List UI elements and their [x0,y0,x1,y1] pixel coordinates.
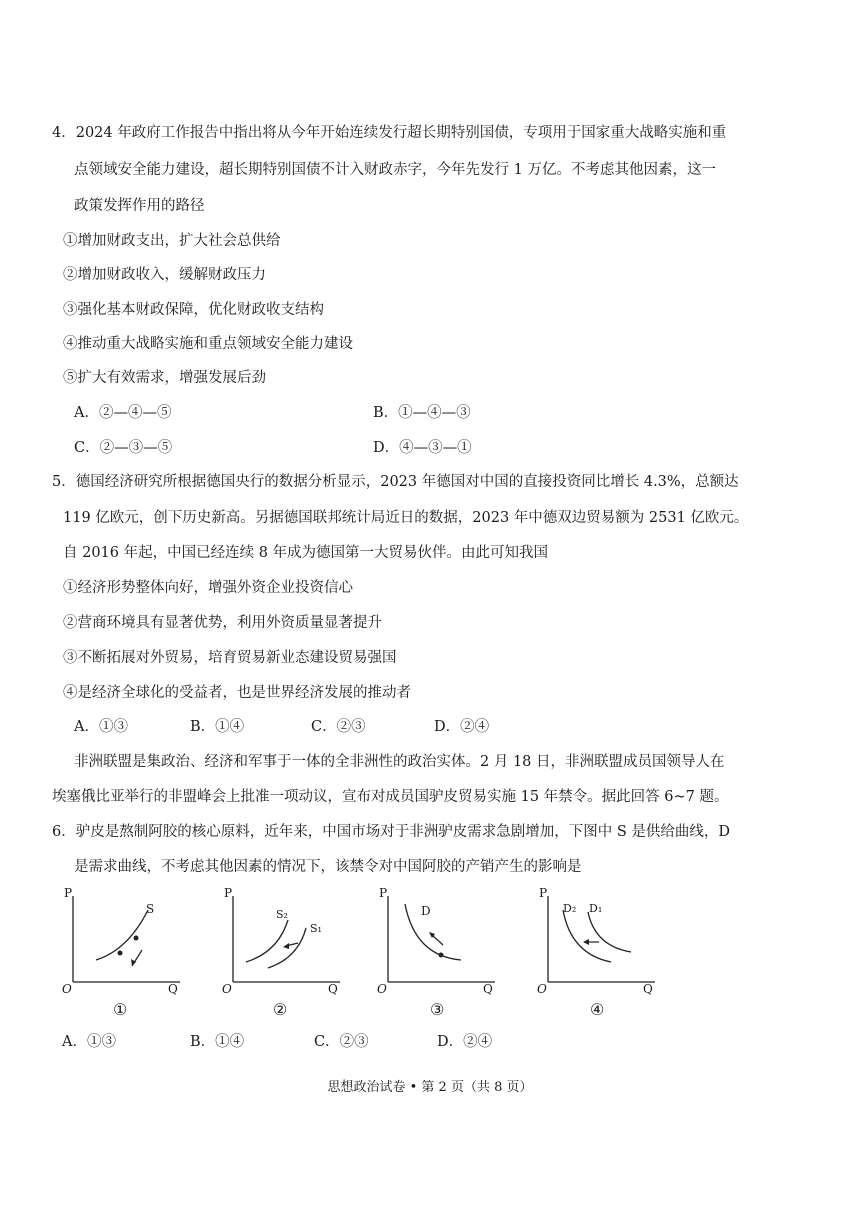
graph-1-p-label: P [64,886,73,900]
graph-3-svg [373,890,503,995]
q5-line-3: 自 2016 年起，中国已经连续 8 年成为德国第一大贸易伙伴。由此可知我国 [63,545,549,561]
q4-item-2: ②增加财政收入，缓解财政压力 [63,267,266,283]
graph-2-p-label: P [224,886,233,900]
q4-option-d[interactable]: D．④—③—① [373,440,472,456]
graph-2-supply-curve-2 [246,920,288,962]
graph-3-d-label: D [421,904,431,918]
graph-3 [373,886,503,1019]
q6-option-a[interactable]: A．①③ [62,1034,116,1050]
graph-3-demand-curve [405,904,461,960]
graph-4-demand-curve-2 [563,910,611,962]
q4-item-3: ③强化基本财政保障，优化财政收支结构 [63,302,324,318]
material-line-1: 非洲联盟是集政治、经济和军事于一体的全非洲性的政治实体。2 月 18 日，非洲联盟成员国领导人在 [74,754,725,770]
q5-item-2: ②营商环境具有显著优势，利用外资质量显著提升 [63,615,382,631]
graph-3-point-b [439,953,444,958]
graph-1 [58,886,188,1019]
q5-item-4: ④是经济全球化的受益者，也是世界经济发展的推动者 [63,685,411,701]
graph-1-point-low [118,951,123,956]
q6-line-2: 是需求曲线，不考虑其他因素的情况下，该禁令对中国阿胶的产销产生的影响是 [74,859,582,875]
q4-item-4: ④推动重大战略实施和重点领域安全能力建设 [63,336,353,352]
graph-3-number: ③ [430,1000,445,1019]
graph-2 [218,886,348,1019]
page-footer: 思想政治试卷 • 第 2 页（共 8 页） [327,1080,533,1095]
q5-item-1: ①经济形势整体向好，增强外资企业投资信心 [63,580,353,596]
graph-2-origin-label: O [222,982,232,996]
q4-option-b[interactable]: B．①—④—③ [373,405,471,421]
graph-2-svg [218,890,348,995]
q5-line-2: 119 亿欧元，创下历史新高。另据德国联邦统计局近日的数据，2023 年中德双边贸易额为 2531 亿欧元。 [63,510,749,526]
graph-4-number: ④ [590,1000,605,1019]
q4-line-3: 政策发挥作用的路径 [74,198,205,214]
graph-4-origin-label: O [537,982,547,996]
graph-4-d2-label: D₂ [563,902,577,915]
graph-1-s-label: S [146,902,155,916]
q5-item-3: ③不断拓展对外贸易，培育贸易新业态建设贸易强国 [63,650,397,666]
graph-3-p-label: P [379,886,388,900]
q4-item-5: ⑤扩大有效需求，增强发展后劲 [63,370,266,386]
q4-option-a[interactable]: A．②—④—⑤ [74,405,172,421]
q6-option-d[interactable]: D．②④ [437,1034,493,1050]
graph-4-d1-label: D₁ [589,902,603,915]
q4-option-c[interactable]: C．②—③—⑤ [74,440,173,456]
q5-option-a[interactable]: A．①③ [74,719,128,735]
graph-1-point-high [134,936,139,941]
graph-2-number: ② [273,1000,288,1019]
graph-2-s1-label: S₁ [310,922,322,935]
graph-4-demand-curve-1 [588,912,631,952]
q5-option-c[interactable]: C．②③ [311,719,366,735]
q5-option-b[interactable]: B．①④ [190,719,245,735]
q4-line-1: 4．2024 年政府工作报告中指出将从今年开始连续发行超长期特别国债，专项用于国家重大战略实施和重 [52,125,727,141]
graph-2-s2-label: S₂ [276,908,288,921]
q4-line-2: 点领域安全能力建设，超长期特别国债不计入财政赤字，今年先发行 1 万亿。不考虑其他因素，这一 [74,162,716,178]
q6-option-c[interactable]: C．②③ [314,1034,369,1050]
graph-3-q-label: Q [483,982,493,996]
graph-3-origin-label: O [377,982,387,996]
q5-option-d[interactable]: D．②④ [434,719,490,735]
q4-item-1: ①增加财政支出，扩大社会总供给 [63,233,281,249]
graph-4-arrow-head [583,939,589,945]
graph-4-q-label: Q [643,982,653,996]
graph-2-arrow-head [283,943,289,949]
graph-1-svg [58,890,188,995]
q5-line-1: 5．德国经济研究所根据德国央行的数据分析显示，2023 年德国对中国的直接投资同比增长 4.3%，总额达 [52,474,739,490]
graph-4-p-label: P [539,886,548,900]
graph-1-number: ① [113,1000,128,1019]
graph-4 [533,886,663,1019]
q6-line-1: 6．驴皮是熬制阿胶的核心原料，近年来，中国市场对于非洲驴皮需求急剧增加，下图中 S 是供给曲线，D [52,824,730,840]
graph-2-q-label: Q [328,982,338,996]
material-line-2: 埃塞俄比亚举行的非盟峰会上批准一项动议，宣布对成员国驴皮贸易实施 15 年禁令。据此回答 6~7 题。 [52,789,729,805]
q6-option-b[interactable]: B．①④ [190,1034,245,1050]
graph-1-origin-label: O [62,982,72,996]
graph-1-q-label: Q [168,982,178,996]
